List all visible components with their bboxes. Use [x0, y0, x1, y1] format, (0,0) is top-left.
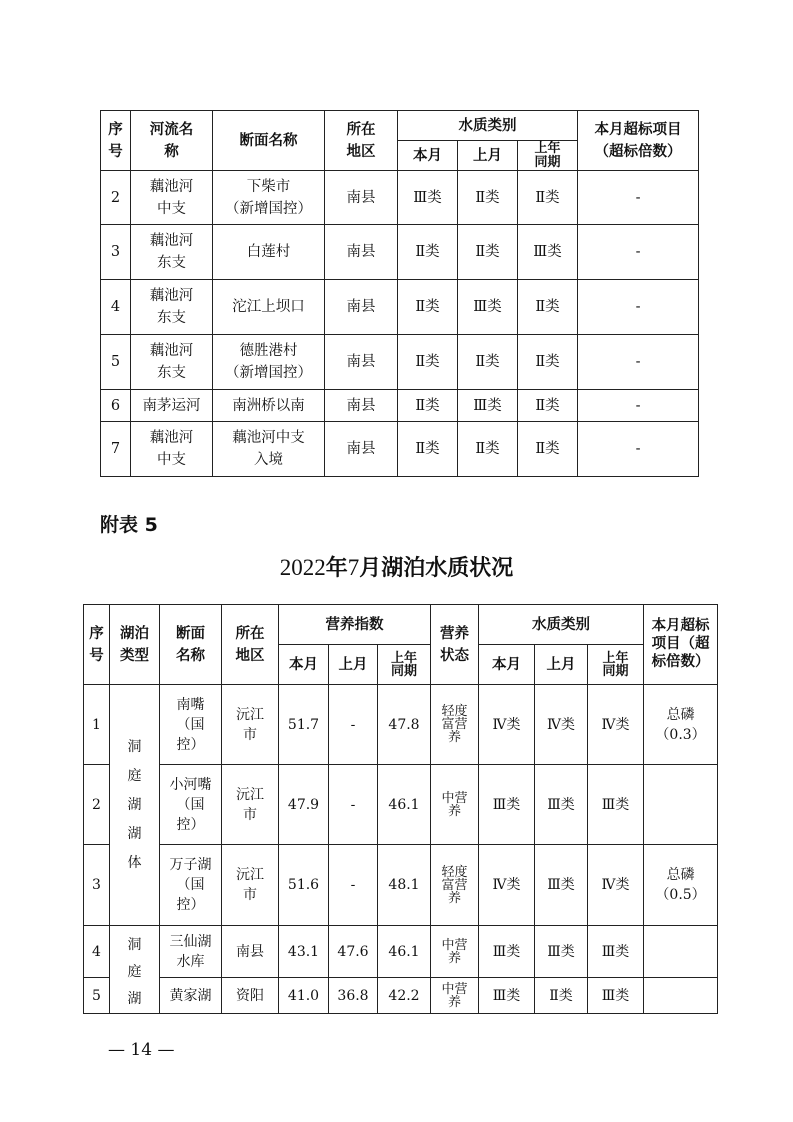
- title-part1: 年: [325, 556, 348, 581]
- header-last-year-text: 上年同期: [534, 140, 561, 170]
- lake-row-q-year: Ⅲ类: [588, 765, 644, 845]
- row-last-year: Ⅱ类: [518, 335, 578, 390]
- lake-header-trophic-state-text: 营养状态: [440, 624, 470, 664]
- header-last-year: [518, 141, 578, 171]
- row-river-line: 南茅运河: [142, 397, 201, 414]
- table-row: [101, 390, 699, 422]
- table-row: [84, 978, 718, 1014]
- lake-row-region-line: 市: [243, 806, 257, 823]
- lake-row-region-line: 沅江: [236, 706, 264, 723]
- lake-row-region-line: 南县: [236, 943, 264, 960]
- row-seq: 5: [101, 335, 131, 390]
- row-last-month: Ⅱ类: [458, 225, 518, 280]
- row-last-year: Ⅱ类: [518, 422, 578, 477]
- lake-row-section: [160, 978, 222, 1014]
- lake-row-q-last: Ⅲ类: [535, 845, 588, 926]
- lake-row-q-year: Ⅳ类: [588, 845, 644, 926]
- row-this-month: Ⅱ类: [398, 280, 458, 335]
- lake-row-exceed-line: （0.5）: [655, 887, 706, 903]
- lake-row-ti-last: -: [329, 685, 378, 765]
- row-last-year: Ⅱ类: [518, 390, 578, 422]
- row-river-line: 东支: [157, 365, 186, 381]
- table-row: [84, 685, 718, 765]
- lake-row-ti-last: 36.8: [329, 978, 378, 1014]
- lake-header-seq: [84, 605, 110, 685]
- lake-header-region-text: 所在地区: [235, 624, 265, 664]
- lake-row-state-line: 养: [448, 803, 462, 819]
- row-section-line: 藕池河中支: [232, 430, 305, 446]
- header-section: 断面名称: [213, 111, 325, 171]
- row-this-month: Ⅲ类: [398, 171, 458, 225]
- lake-row-ti-now: 47.9: [279, 765, 329, 845]
- lake-row-state: [431, 765, 479, 845]
- lake-row-state-line: 轻度: [441, 704, 468, 719]
- row-section-line: 白莲村: [246, 244, 291, 260]
- row-last-year: Ⅱ类: [518, 171, 578, 225]
- lake-row-exceed-line: 总磷: [666, 867, 695, 883]
- lake-row-ti-year: 47.8: [378, 685, 431, 765]
- lake-row-ti-year: 46.1: [378, 926, 431, 978]
- lake-row-section-line: 控）: [176, 816, 205, 833]
- lake-row-seq: 4: [84, 926, 110, 978]
- row-river-line: 中支: [157, 452, 186, 468]
- lake-header-ti-year-text: 上年同期: [391, 650, 418, 679]
- lake-row-state-line: 富营: [441, 717, 468, 732]
- row-river-line: 藕池河: [149, 430, 194, 446]
- lake-row-section: [160, 926, 222, 978]
- lake-row-state: [431, 685, 479, 765]
- lake-row-section-line: 小河嘴: [169, 776, 212, 793]
- lake-row-q-last: Ⅳ类: [535, 685, 588, 765]
- row-last-year: Ⅱ类: [518, 280, 578, 335]
- header-seq-text: 序号: [108, 120, 123, 160]
- title-part2: 月湖泊水质状况: [359, 556, 514, 581]
- row-this-month: Ⅱ类: [398, 335, 458, 390]
- lake-row-section-line: 南嘴: [176, 696, 205, 713]
- lake-row-region-line: 资阳: [236, 987, 264, 1004]
- row-section-line: （新增国控）: [225, 365, 312, 381]
- lake-row-exceed: [644, 926, 718, 978]
- lake-row-state: [431, 978, 479, 1014]
- row-section-line: 德胜港村: [239, 343, 298, 359]
- lake-row-region: [222, 685, 279, 765]
- row-section: [213, 225, 325, 280]
- row-exceed: -: [578, 280, 699, 335]
- lake-row-region: [222, 926, 279, 978]
- row-last-month: Ⅱ类: [458, 422, 518, 477]
- lake-row-section-line: 控）: [176, 736, 205, 753]
- table-row: [101, 280, 699, 335]
- row-last-month: Ⅲ类: [458, 280, 518, 335]
- header-region-text: 所在地区: [346, 120, 376, 160]
- header-river-text: 河流名称: [149, 120, 194, 160]
- row-last-month: Ⅱ类: [458, 335, 518, 390]
- lake-row-exceed-line: 总磷: [666, 706, 695, 723]
- row-river: [131, 390, 213, 422]
- lake-header-section: [160, 605, 222, 685]
- lake-type-text: 洞庭湖湖体: [127, 738, 142, 871]
- row-exceed: -: [578, 422, 699, 477]
- lake-header-ti-year: [378, 645, 431, 685]
- lake-header-exceed: [644, 605, 718, 685]
- header-this-month: 本月: [398, 141, 458, 171]
- row-this-month: Ⅱ类: [398, 225, 458, 280]
- row-river: [131, 335, 213, 390]
- table-row: [84, 845, 718, 926]
- lake-row-seq: 1: [84, 685, 110, 765]
- header-seq: [101, 111, 131, 171]
- row-last-month: Ⅲ类: [458, 390, 518, 422]
- table-row: [101, 225, 699, 280]
- header-exceed: [578, 111, 699, 171]
- lake-header-ti-last: 上月: [329, 645, 378, 685]
- row-river: [131, 422, 213, 477]
- title-year: 2022: [279, 555, 326, 580]
- row-this-month: Ⅱ类: [398, 422, 458, 477]
- table-row: [101, 422, 699, 477]
- lake-row-section: [160, 685, 222, 765]
- lake-row-exceed: [644, 978, 718, 1014]
- row-river-line: 藕池河: [149, 233, 194, 249]
- lake-header-q-last: 上月: [535, 645, 588, 685]
- header-last-month: 上月: [458, 141, 518, 171]
- lake-header-q-now: 本月: [479, 645, 535, 685]
- row-region: 南县: [325, 171, 398, 225]
- row-section: [213, 422, 325, 477]
- lake-quality-table: [83, 604, 718, 1014]
- lake-row-region: [222, 765, 279, 845]
- row-river: [131, 171, 213, 225]
- header-quality: 水质类别: [398, 111, 578, 141]
- lake-type-group-1: [110, 685, 160, 926]
- row-river-line: 中支: [157, 200, 186, 217]
- lake-row-region-line: 市: [243, 887, 257, 903]
- lake-header-region: [222, 605, 279, 685]
- lake-row-q-year: Ⅳ类: [588, 685, 644, 765]
- page-title: [0, 551, 793, 582]
- lake-header-seq-text: 序号: [89, 624, 104, 664]
- lake-row-q-last: Ⅲ类: [535, 765, 588, 845]
- river-quality-table: [100, 110, 699, 477]
- row-region: 南县: [325, 280, 398, 335]
- header-river: [131, 111, 213, 171]
- row-section: [213, 171, 325, 225]
- lake-row-state: [431, 926, 479, 978]
- row-river-line: 东支: [157, 255, 186, 271]
- lake-row-seq: 3: [84, 845, 110, 926]
- row-exceed: -: [578, 390, 699, 422]
- row-river: [131, 280, 213, 335]
- lake-row-section-line: （国: [176, 716, 205, 733]
- lake-row-ti-last: 47.6: [329, 926, 378, 978]
- lake-row-section-line: 万子湖: [169, 857, 212, 873]
- lake-row-state-line: 养: [448, 890, 462, 906]
- lake-header-quality: 水质类别: [479, 605, 644, 645]
- header-region: [325, 111, 398, 171]
- table-row: [101, 335, 699, 390]
- lake-row-q-last: Ⅲ类: [535, 926, 588, 978]
- row-seq: 3: [101, 225, 131, 280]
- table-row: [84, 926, 718, 978]
- lake-row-ti-year: 46.1: [378, 765, 431, 845]
- lake-row-q-year: Ⅲ类: [588, 978, 644, 1014]
- lake-row-ti-now: 43.1: [279, 926, 329, 978]
- lake-row-region-line: 沅江: [236, 867, 264, 883]
- lake-row-ti-year: 42.2: [378, 978, 431, 1014]
- lake-row-section-line: 水库: [176, 953, 205, 970]
- lake-row-section-line: 控）: [176, 897, 205, 913]
- lake-row-region-line: 市: [243, 726, 257, 743]
- row-section: [213, 335, 325, 390]
- lake-row-exceed: [644, 685, 718, 765]
- header-exceed-text: 本月超标项目: [594, 120, 682, 138]
- row-seq: 2: [101, 171, 131, 225]
- lake-type-group-2: [110, 926, 160, 1014]
- row-section: [213, 280, 325, 335]
- lake-row-q-now: Ⅲ类: [479, 926, 535, 978]
- lake-row-state: [431, 845, 479, 926]
- lake-row-ti-last: -: [329, 765, 378, 845]
- lake-type-text: 洞庭湖: [127, 937, 142, 1007]
- row-region: 南县: [325, 422, 398, 477]
- row-this-month: Ⅱ类: [398, 390, 458, 422]
- lake-row-section-line: （国: [176, 877, 205, 893]
- lake-row-state-line: 养: [448, 730, 462, 745]
- lake-header-type-text: 湖泊类型: [120, 624, 149, 664]
- lake-row-region: [222, 978, 279, 1014]
- lake-row-exceed: [644, 765, 718, 845]
- lake-row-q-now: Ⅳ类: [479, 845, 535, 926]
- row-exceed: -: [578, 171, 699, 225]
- lake-row-ti-now: 51.6: [279, 845, 329, 926]
- lake-row-seq: 2: [84, 765, 110, 845]
- table-row: [84, 765, 718, 845]
- title-month: 7: [347, 555, 360, 580]
- row-seq: 4: [101, 280, 131, 335]
- lake-row-ti-year: 48.1: [378, 845, 431, 926]
- lake-row-q-now: Ⅳ类: [479, 685, 535, 765]
- lake-row-exceed-line: （0.3）: [655, 726, 706, 743]
- row-river-line: 藕池河: [149, 178, 194, 195]
- row-section-line: 入境: [254, 452, 283, 468]
- row-section-line: 下柴市: [246, 178, 291, 195]
- row-seq: 6: [101, 390, 131, 422]
- appendix-label: 附表 5: [100, 514, 158, 536]
- row-section-line: 南洲桥以南: [232, 397, 305, 414]
- lake-row-section: [160, 765, 222, 845]
- row-seq: 7: [101, 422, 131, 477]
- lake-row-state-line: 轻度: [441, 864, 468, 880]
- row-river-line: 东支: [157, 310, 186, 326]
- lake-row-ti-last: -: [329, 845, 378, 926]
- lake-row-state-line: 中营: [441, 790, 468, 806]
- page-number: — 14 —: [108, 1040, 175, 1060]
- row-last-year: Ⅲ类: [518, 225, 578, 280]
- lake-row-section: [160, 845, 222, 926]
- lake-header-ti-now: 本月: [279, 645, 329, 685]
- lake-row-ti-now: 51.7: [279, 685, 329, 765]
- row-river-line: 藕池河: [149, 343, 194, 359]
- row-region: 南县: [325, 335, 398, 390]
- lake-row-section-line: 三仙湖: [169, 933, 212, 950]
- lake-row-section-line: 黄家湖: [169, 987, 212, 1004]
- row-last-month: Ⅱ类: [458, 171, 518, 225]
- lake-header-section-text: 断面名称: [176, 624, 205, 664]
- lake-header-trophic-state: [431, 605, 479, 685]
- lake-row-region-line: 沅江: [236, 786, 264, 803]
- lake-row-state-line: 富营: [441, 877, 468, 893]
- lake-header-type: [110, 605, 160, 685]
- row-exceed: -: [578, 335, 699, 390]
- lake-row-state-line: 中营: [441, 981, 468, 997]
- row-section-line: （新增国控）: [225, 200, 312, 217]
- lake-row-exceed: [644, 845, 718, 926]
- table-row: [101, 171, 699, 225]
- row-exceed: -: [578, 225, 699, 280]
- row-region: 南县: [325, 225, 398, 280]
- lake-row-q-now: Ⅲ类: [479, 978, 535, 1014]
- row-river: [131, 225, 213, 280]
- row-section-line: 沱江上坝口: [232, 299, 305, 315]
- lake-row-region: [222, 845, 279, 926]
- lake-row-q-now: Ⅲ类: [479, 765, 535, 845]
- lake-header-exceed-text: 本月超标项目（超标倍数）: [651, 616, 710, 670]
- row-river-line: 藕池河: [149, 288, 194, 304]
- lake-row-state-line: 养: [448, 994, 462, 1010]
- lake-row-seq: 5: [84, 978, 110, 1014]
- row-region: 南县: [325, 390, 398, 422]
- lake-header-q-year-text: 上年同期: [602, 650, 629, 679]
- lake-row-state-line: 养: [448, 950, 462, 966]
- row-section: [213, 390, 325, 422]
- lake-header-q-year: [588, 645, 644, 685]
- header-exceed-times: （超标倍数）: [594, 142, 682, 160]
- lake-row-q-year: Ⅲ类: [588, 926, 644, 978]
- lake-header-trophic-index: 营养指数: [279, 605, 431, 645]
- lake-row-section-line: （国: [176, 796, 205, 813]
- lake-row-q-last: Ⅱ类: [535, 978, 588, 1014]
- lake-row-ti-now: 41.0: [279, 978, 329, 1014]
- lake-row-state-line: 中营: [441, 937, 468, 953]
